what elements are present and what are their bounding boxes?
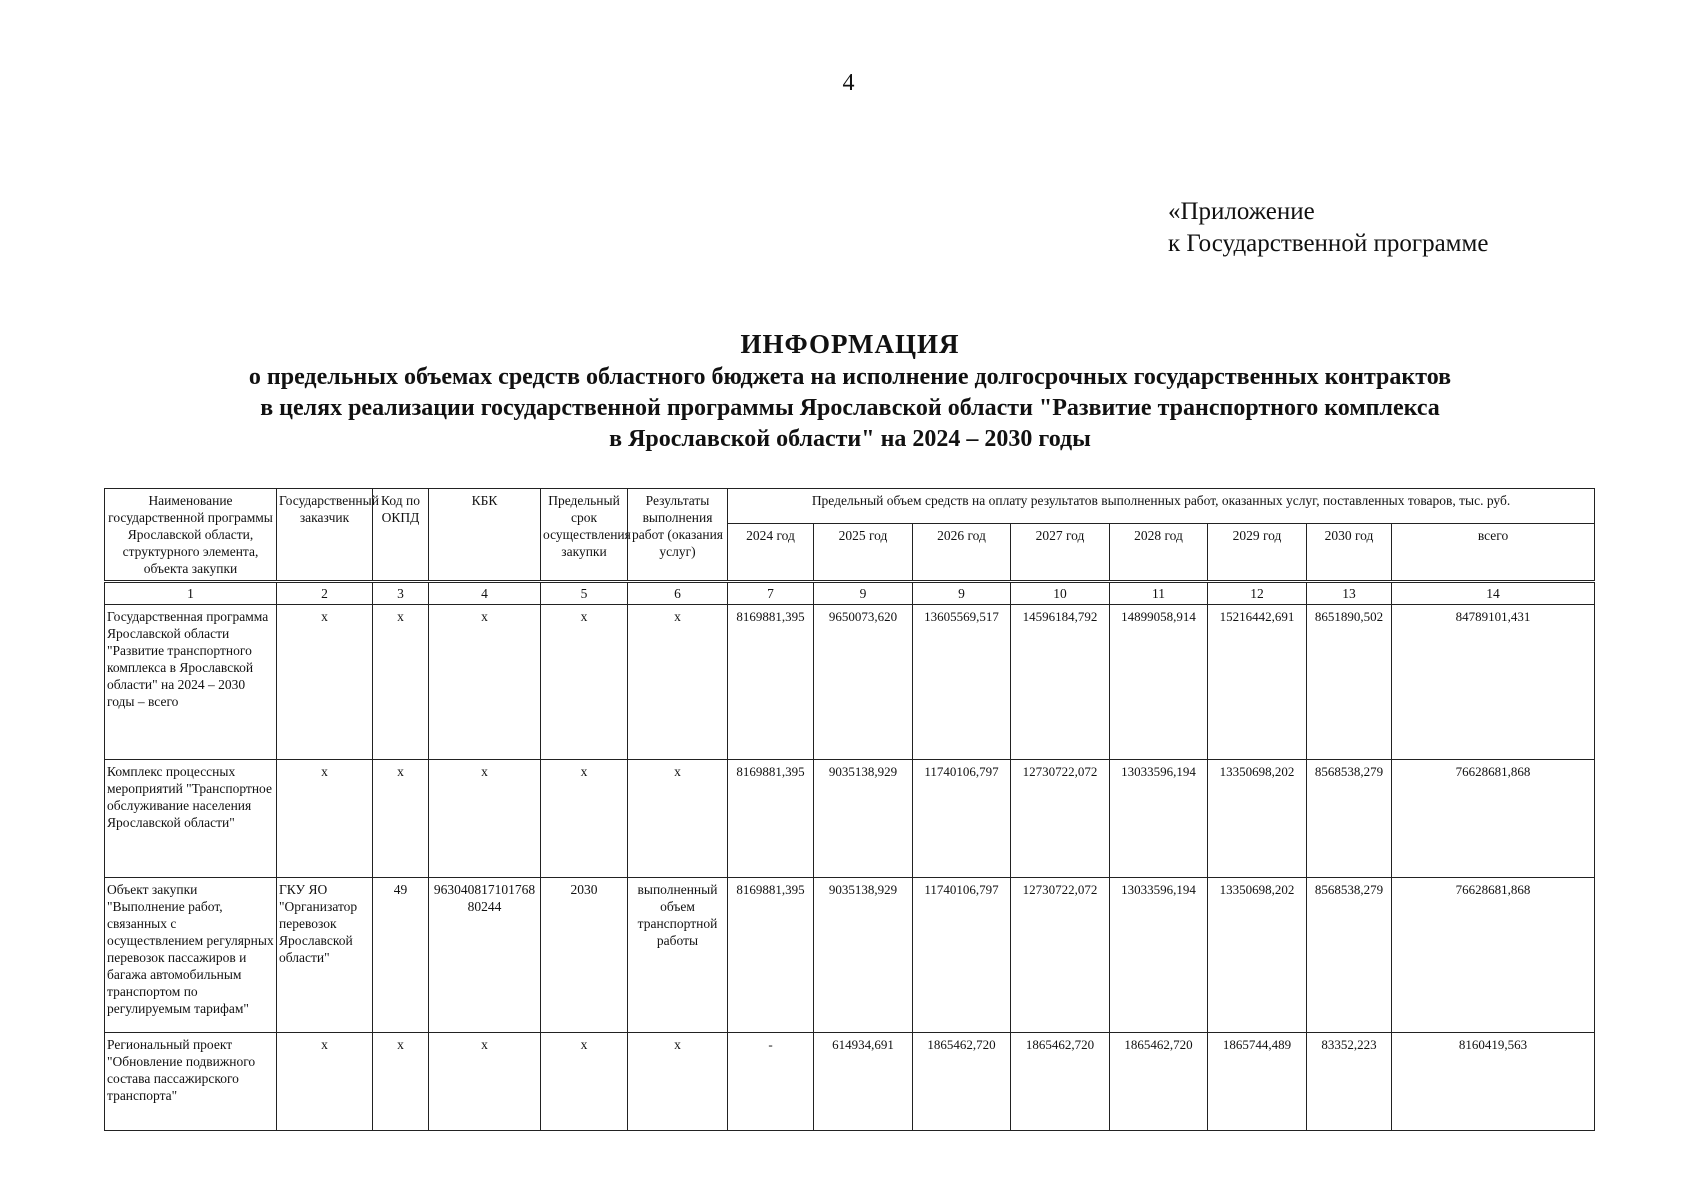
row-name: Государственная программа Ярославской области "Развитие транспортного комплекса в Ярославской области" на 2024 – 2030 годы – всего <box>105 605 277 760</box>
row-value-2024: - <box>728 1033 814 1131</box>
row-value-2027: 12730722,072 <box>1011 878 1110 1033</box>
row-okpd: 49 <box>373 878 429 1033</box>
row-value-2028: 13033596,194 <box>1110 760 1208 878</box>
row-name: Объект закупки "Выполнение работ, связанных с осуществлением регулярных перевозок пассажиров и багажа автомобильным транспортом по регулируемым тарифам" <box>105 878 277 1033</box>
row-value-2025: 9035138,929 <box>814 878 913 1033</box>
table-row <box>105 1033 1595 1131</box>
header-year-2028: 2028 год <box>1110 524 1208 582</box>
header-volume-group: Предельный объем средств на оплату результатов выполненных работ, оказанных услуг, поставленных товаров, тыс. руб. <box>728 489 1595 524</box>
row-okpd: х <box>373 1033 429 1131</box>
row-deadline: 2030 <box>541 878 628 1033</box>
header-name: Наименование государственной программы Ярославской области, структурного элемента, объекта закупки <box>105 489 277 582</box>
header-year-2027: 2027 год <box>1011 524 1110 582</box>
row-value-2029: 13350698,202 <box>1208 878 1307 1033</box>
row-results: х <box>628 1033 728 1131</box>
row-value-2026: 1865462,720 <box>913 1033 1011 1131</box>
row-kbk: 96304081710176880244 <box>429 878 541 1033</box>
row-okpd: х <box>373 605 429 760</box>
header-results: Результаты выполнения работ (оказания услуг) <box>628 489 728 582</box>
row-name: Региональный проект "Обновление подвижного состава пассажирского транспорта" <box>105 1033 277 1131</box>
header-deadline: Предельный срок осуществления закупки <box>541 489 628 582</box>
row-value-total: 76628681,868 <box>1392 760 1595 878</box>
header-okpd: Код по ОКПД <box>373 489 429 582</box>
column-number-row <box>105 582 1595 605</box>
row-value-2028: 14899058,914 <box>1110 605 1208 760</box>
header-row-1 <box>105 489 1595 524</box>
row-results: х <box>628 605 728 760</box>
column-number: 13 <box>1307 582 1392 605</box>
table-row <box>105 605 1595 760</box>
header-year-2024: 2024 год <box>728 524 814 582</box>
row-customer: х <box>277 1033 373 1131</box>
row-value-2029: 1865744,489 <box>1208 1033 1307 1131</box>
header-year-2025: 2025 год <box>814 524 913 582</box>
header-year-2029: 2029 год <box>1208 524 1307 582</box>
row-value-2025: 9650073,620 <box>814 605 913 760</box>
heading-line-2: в целях реализации государственной программы Ярославской области "Развитие транспортного комплекса <box>260 395 1440 421</box>
header-total: всего <box>1392 524 1595 582</box>
header-year-2030: 2030 год <box>1307 524 1392 582</box>
row-value-2027: 14596184,792 <box>1011 605 1110 760</box>
column-number: 5 <box>541 582 628 605</box>
row-value-2024: 8169881,395 <box>728 605 814 760</box>
row-results: выполненный объем транспортной работы <box>628 878 728 1033</box>
row-value-2024: 8169881,395 <box>728 878 814 1033</box>
row-value-2030: 83352,223 <box>1307 1033 1392 1131</box>
annex-note <box>1168 196 1488 260</box>
row-customer: х <box>277 605 373 760</box>
column-number: 3 <box>373 582 429 605</box>
column-number: 6 <box>628 582 728 605</box>
header-year-2026: 2026 год <box>913 524 1011 582</box>
row-value-2025: 9035138,929 <box>814 760 913 878</box>
contracts-table <box>104 488 1595 1131</box>
row-kbk: х <box>429 605 541 760</box>
row-value-2030: 8568538,279 <box>1307 760 1392 878</box>
document-title: ИНФОРМАЦИЯ <box>740 329 960 359</box>
row-value-2026: 13605569,517 <box>913 605 1011 760</box>
heading-line-3: в Ярославской области" на 2024 – 2030 годы <box>609 426 1091 452</box>
column-number: 2 <box>277 582 373 605</box>
row-name: Комплекс процессных мероприятий "Транспортное обслуживание населения Ярославской области" <box>105 760 277 878</box>
row-value-2030: 8568538,279 <box>1307 878 1392 1033</box>
row-customer: х <box>277 760 373 878</box>
row-results: х <box>628 760 728 878</box>
header-customer: Государственный заказчик <box>277 489 373 582</box>
row-value-2030: 8651890,502 <box>1307 605 1392 760</box>
column-number: 7 <box>728 582 814 605</box>
row-customer: ГКУ ЯО "Организатор перевозок Ярославской области" <box>277 878 373 1033</box>
heading-line-1: о предельных объемах средств областного бюджета на исполнение долгосрочных государственных контрактов <box>248 364 1452 390</box>
column-number: 9 <box>814 582 913 605</box>
page-number: 4 <box>842 70 855 96</box>
column-number: 14 <box>1392 582 1595 605</box>
row-value-2028: 1865462,720 <box>1110 1033 1208 1131</box>
row-value-2028: 13033596,194 <box>1110 878 1208 1033</box>
column-number: 4 <box>429 582 541 605</box>
row-value-2027: 12730722,072 <box>1011 760 1110 878</box>
row-value-2025: 614934,691 <box>814 1033 913 1131</box>
row-value-2026: 11740106,797 <box>913 878 1011 1033</box>
annex-line-1: «Приложение <box>1168 198 1315 225</box>
row-okpd: х <box>373 760 429 878</box>
row-kbk: х <box>429 1033 541 1131</box>
column-number: 9 <box>913 582 1011 605</box>
document-heading <box>90 326 1610 455</box>
column-number: 10 <box>1011 582 1110 605</box>
row-value-2026: 11740106,797 <box>913 760 1011 878</box>
column-number: 1 <box>105 582 277 605</box>
row-value-2024: 8169881,395 <box>728 760 814 878</box>
header-kbk: КБК <box>429 489 541 582</box>
column-number: 11 <box>1110 582 1208 605</box>
row-deadline: х <box>541 1033 628 1131</box>
row-value-total: 8160419,563 <box>1392 1033 1595 1131</box>
row-value-2027: 1865462,720 <box>1011 1033 1110 1131</box>
column-number: 12 <box>1208 582 1307 605</box>
table-row <box>105 878 1595 1033</box>
annex-line-2: к Государственной программе <box>1168 230 1489 257</box>
row-value-total: 84789101,431 <box>1392 605 1595 760</box>
row-value-2029: 13350698,202 <box>1208 760 1307 878</box>
row-value-total: 76628681,868 <box>1392 878 1595 1033</box>
table-row <box>105 760 1595 878</box>
row-deadline: х <box>541 760 628 878</box>
row-kbk: х <box>429 760 541 878</box>
row-deadline: х <box>541 605 628 760</box>
row-value-2029: 15216442,691 <box>1208 605 1307 760</box>
